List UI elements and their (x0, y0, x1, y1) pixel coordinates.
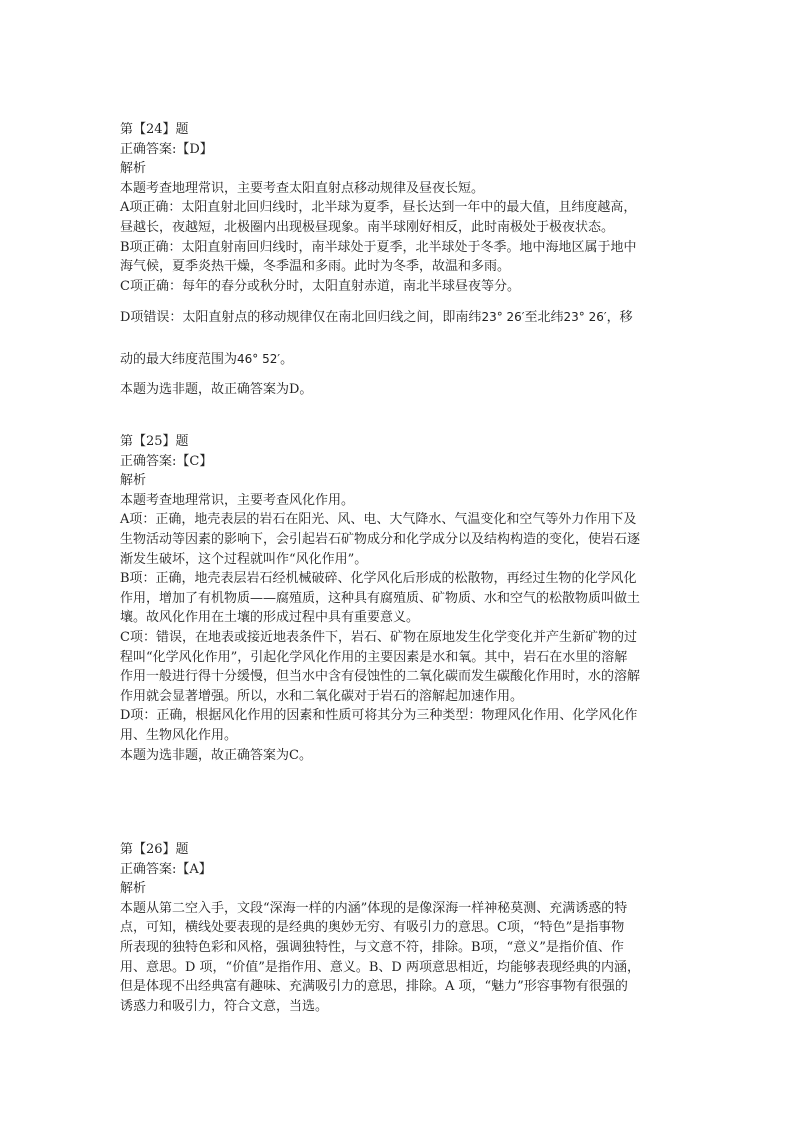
analysis-line: 渐发生破坏，这个过程就叫作“风化作用”。 (120, 551, 368, 567)
analysis-line: 所表现的独特色彩和风格，强调独特性，与文意不符，排除。B项，“意义”是指价值、作 (120, 939, 624, 955)
analysis-label: 解析 (120, 473, 147, 489)
analysis-line: 用、生物风化作用。 (120, 727, 238, 743)
analysis-line: B项：正确，地壳表层岩石经机械破碎、化学风化后形成的松散物，再经过生物的化学风化 (120, 571, 637, 587)
analysis-line: 作用一般进行得十分缓慢，但当水中含有侵蚀性的二氧化碳而发生碳酸化作用时，水的溶解 (120, 669, 641, 685)
analysis-line: 本题考查地理常识，主要考查风化作用。 (120, 492, 355, 508)
analysis-label: 解析 (120, 161, 147, 177)
analysis-line: A项正确：太阳直射北回归线时，北半球为夏季，昼长达到一年中的最大值，且纬度越高， (120, 200, 637, 216)
analysis-line: 作用就会显著增强。所以，水和二氧化碳对于岩石的溶解起加速作用。 (120, 688, 524, 704)
option-d-text: D项错误：太阳直射点的移动规律仅在南北回归线之间，即南纬 (120, 310, 482, 326)
question-title: 第【24】题 (120, 122, 189, 137)
analysis-line: 程叫“化学风化作用”，引起化学风化作用的主要因素是水和氧。其中，岩石在水里的溶解 (120, 649, 628, 665)
analysis-line: 海气候，夏季炎热干燥，冬季温和多雨。此时为冬季，故温和多雨。 (120, 259, 511, 275)
analysis-label: 解析 (120, 881, 147, 897)
analysis-line: 诱惑力和吸引力，符合文意，当选。 (120, 998, 329, 1014)
analysis-line: 点，可知，横线处要表现的是经典的奥妙无穷、有吸引力的意思。C项，“特色”是指事物 (120, 920, 625, 936)
analysis-line: 但是体现不出经典富有趣味、充满吸引力的意思，排除。A 项，“魅力”形容事物有很强的 (120, 979, 628, 995)
latitude-north: 23° 26′ (563, 310, 607, 325)
analysis-line: 用、意思。D 项，“价值”是指作用、意义。B、D 两项意思相近，均能够表现经典的内涵， (120, 959, 640, 975)
question-title: 第【26】题 (120, 842, 189, 857)
question-26-section (120, 840, 682, 1016)
option-d-text: ，移 (606, 310, 633, 326)
option-d-line (120, 350, 682, 370)
option-d-line (120, 308, 682, 328)
option-d-text: 动的最大纬度范围为 (120, 351, 238, 367)
question-24-section (120, 120, 682, 399)
analysis-line: 壤。故风化作用在土壤的形成过程中具有重要意义。 (120, 610, 420, 626)
analysis-line: C项正确：每年的春分或秋分时，太阳直射赤道，南北半球昼夜等分。 (120, 278, 520, 294)
conclusion: 本题为选非题，故正确答案为C。 (120, 747, 312, 763)
analysis-line: 本题考查地理常识，主要考查太阳直射点移动规律及昼夜长短。 (120, 180, 485, 196)
analysis-line: C项：错误，在地表或接近地表条件下，岩石、矿物在原地发生化学变化并产生新矿物的过 (120, 629, 637, 645)
latitude-south: 23° 26′ (481, 310, 525, 325)
question-25-section (120, 432, 682, 765)
latitude-range: 46° 52′ (237, 351, 281, 366)
conclusion: 本题为选非题，故正确答案为D。 (120, 381, 313, 397)
correct-answer: 正确答案:【C】 (120, 453, 213, 469)
option-d-text: 。 (280, 351, 294, 367)
analysis-line: 昼越长，夜越短，北极圈内出现极昼现象。南半球刚好相反，此时南极处于极夜状态。 (120, 219, 615, 235)
option-d-text: 至北纬 (524, 310, 564, 326)
question-title: 第【25】题 (120, 434, 189, 449)
analysis-line: 生物活动等因素的影响下，会引起岩石矿物成分和化学成分以及结构构造的变化，使岩石逐 (120, 531, 641, 547)
analysis-line: D项：正确，根据风化作用的因素和性质可将其分为三种类型：物理风化作用、化学风化作 (120, 708, 638, 724)
analysis-line: 作用，增加了有机物质——腐殖质，这种具有腐殖质、矿物质、水和空气的松散物质叫做土 (120, 590, 641, 606)
analysis-line: B项正确：太阳直射南回归线时，南半球处于夏季，北半球处于冬季。地中海地区属于地中 (120, 239, 637, 255)
analysis-line: 本题从第二空入手，文段“深海一样的内涵”体现的是像深海一样神秘莫测、充满诱惑的特 (120, 900, 628, 916)
correct-answer: 正确答案:【A】 (120, 861, 212, 877)
correct-answer: 正确答案:【D】 (120, 141, 213, 157)
analysis-line: A项：正确，地壳表层的岩石在阳光、风、电、大气降水、气温变化和空气等外力作用下及 (120, 512, 637, 528)
